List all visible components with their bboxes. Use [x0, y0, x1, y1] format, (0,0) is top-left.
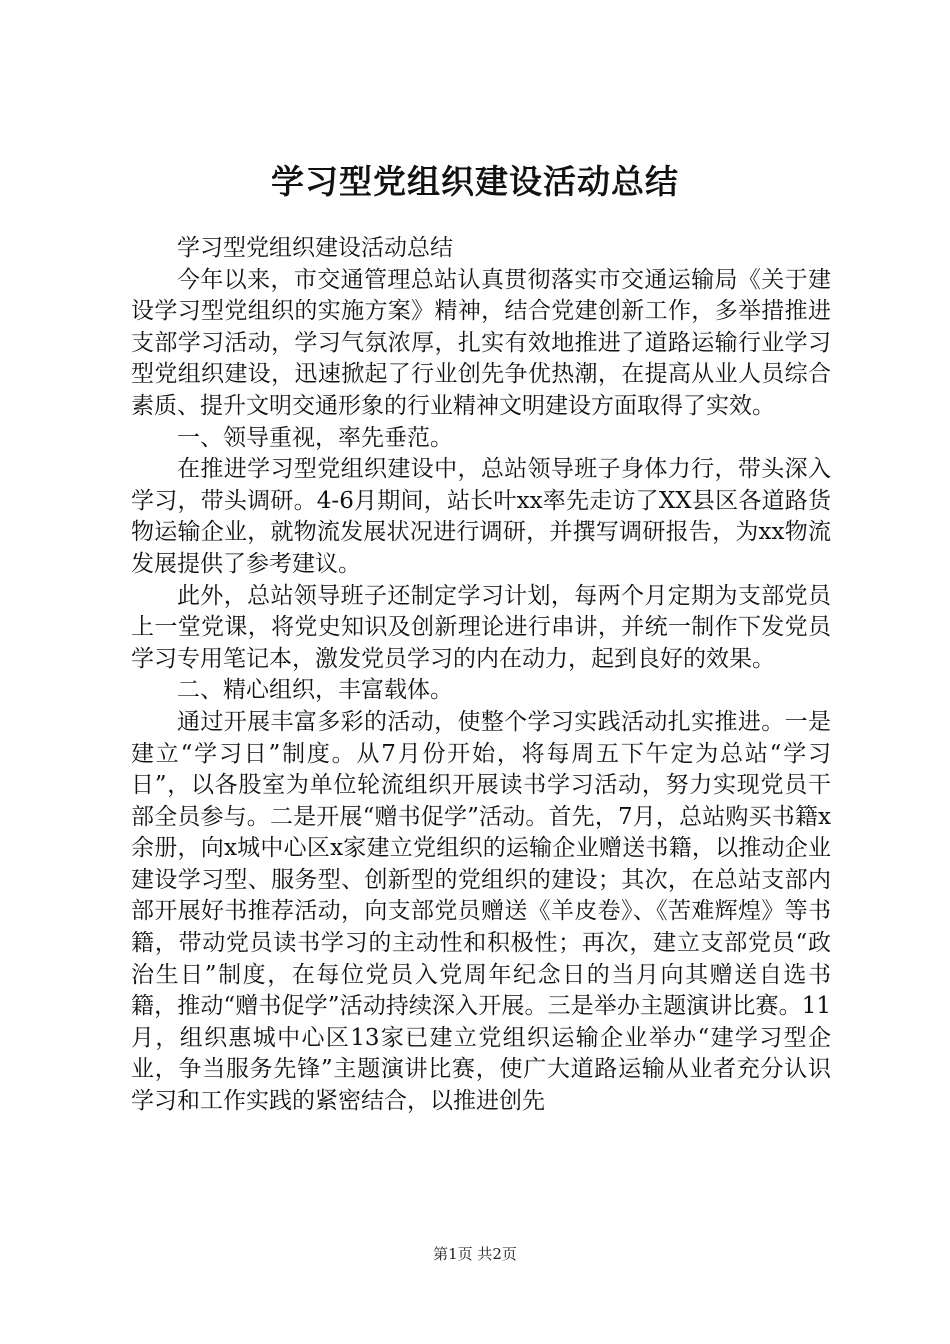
page-number-footer: 第1页 共2页	[433, 1245, 517, 1263]
document-body	[131, 233, 831, 1118]
document-title: 学习型党组织建设活动总结	[271, 162, 679, 201]
paragraph-intro: 今年以来，市交通管理总站认真贯彻落实市交通运输局《关于建设学习型党组织的实施方案》精神，结合党建创新工作，多举措推进支部学习活动，学习气氛浓厚，扎实有效地推进了道路运输行业学习型党组织建设，迅速掀起了行业创先争优热潮，在提高从业人员综合素质、提升文明交通形象的行业精神文明建设方面取得了实效。	[131, 266, 831, 419]
paragraph: 通过开展丰富多彩的活动，使整个学习实践活动扎实推进。一是建立“学习日”制度。从7月份开始，将每周五下午定为总站“学习日”，以各股室为单位轮流组织开展读书学习活动，努力实现党员干部全员参与。二是开展“赠书促学”活动。首先，7月，总站购买书籍x余册，向x城中心区x家建立党组织的运输企业赠送书籍，以推动企业建设学习型、服务型、创新型的党组织的建设；其次，在总站支部内部开展好书推荐活动，向支部党员赠送《羊皮卷》、《苦难辉煌》等书籍，带动党员读书学习的主动性和积极性；再次，建立支部党员“政治生日”制度，在每位党员入党周年纪念日的当月向其赠送自选书籍，推动“赠书促学”活动持续深入开展。三是举办主题演讲比赛。11月，组织惠城中心区13家已建立党组织运输企业举办“建学习型企业，争当服务先锋”主题演讲比赛，使广大道路运输从业者充分认识学习和工作实践的紧密结合，以推进创先	[131, 708, 831, 1115]
paragraph-subtitle: 学习型党组织建设活动总结	[177, 235, 453, 261]
paragraph: 在推进学习型党组织建设中，总站领导班子身体力行，带头深入学习，带头调研。4-6月期间，站长叶xx率先走访了XX县区各道路货物运输企业，就物流发展状况进行调研，并撰写调研报告，为xx物流发展提供了参考建议。	[131, 456, 831, 577]
paragraph: 此外，总站领导班子还制定学习计划，每两个月定期为支部党员上一堂党课，将党史知识及创新理论进行串讲，并统一制作下发党员学习专用笔记本，激发党员学习的内在动力，起到良好的效果。	[131, 582, 831, 672]
section-heading-1: 一、领导重视，率先垂范。	[177, 424, 453, 451]
section-heading-2: 二、精心组织，丰富载体。	[177, 677, 453, 704]
